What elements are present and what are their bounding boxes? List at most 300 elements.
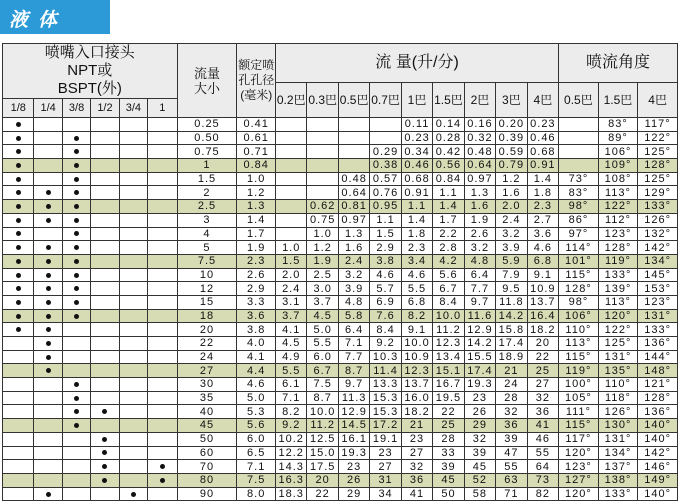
flow-rate-cell: 3.6: [527, 227, 559, 241]
availability-dot-icon: [74, 204, 79, 209]
spray-angle-cell: 120°: [559, 487, 599, 501]
orifice-cell: 1.4: [237, 213, 276, 227]
flow-rate-cell: 18.2: [527, 323, 559, 337]
orifice-cell: 6.0: [237, 432, 276, 446]
availability-dot-icon: [46, 368, 51, 373]
flow-size-cell: 60: [177, 446, 237, 460]
orifice-cell: 4.1: [237, 350, 276, 364]
availability-dot-icon: [46, 286, 51, 291]
flow-rate-cell: 3.1: [275, 295, 306, 309]
flow-rate-cell: [338, 131, 369, 145]
flow-rate-cell: 2.3: [527, 200, 559, 214]
inlet-size-cell: [34, 487, 62, 501]
flow-rate-cell: 64: [527, 460, 559, 474]
flow-rate-cell: 1.5: [370, 227, 401, 241]
spray-angle-cell: 153°: [638, 282, 678, 296]
inlet-size-cell: [119, 405, 147, 419]
spray-angle-cell: 120°: [598, 309, 638, 323]
flow-rate-cell: 9.7: [464, 295, 495, 309]
flow-size-cell: 45: [177, 419, 237, 433]
spray-angle-cell: 119°: [598, 254, 638, 268]
inlet-size-cell: [148, 186, 177, 200]
spray-angle-cell: 132°: [638, 227, 678, 241]
inlet-size-cell: [148, 227, 177, 241]
flow-rate-cell: 1.0: [307, 227, 338, 241]
availability-dot-icon: [74, 149, 79, 154]
availability-dot-icon: [46, 314, 51, 319]
inlet-size-cell: [119, 446, 147, 460]
availability-dot-icon: [16, 300, 21, 305]
flow-rate-cell: [338, 145, 369, 159]
table-row: [3, 432, 678, 446]
header-flow-pressure: 0.2巴: [275, 83, 306, 118]
inlet-size-cell: [62, 350, 90, 364]
flow-rate-cell: 15.0: [307, 446, 338, 460]
availability-dot-icon: [74, 423, 79, 428]
inlet-size-cell: [119, 337, 147, 351]
flow-rate-cell: 18.2: [401, 405, 432, 419]
flow-rate-cell: 12.2: [275, 446, 306, 460]
inlet-size-cell: [148, 268, 177, 282]
flow-rate-cell: 20: [527, 337, 559, 351]
flow-rate-cell: 28: [496, 391, 527, 405]
flow-rate-cell: 41: [527, 419, 559, 433]
flow-rate-cell: 1.4: [433, 200, 464, 214]
spray-angle-cell: [559, 159, 599, 173]
flow-rate-cell: 41: [401, 487, 432, 501]
flow-rate-cell: 10.0: [401, 337, 432, 351]
flow-rate-cell: 0.48: [464, 145, 495, 159]
section-title: 液体: [9, 9, 68, 31]
inlet-size-cell: [62, 172, 90, 186]
header-inlet-size: 1/2: [91, 99, 119, 118]
inlet-size-cell: [62, 131, 90, 145]
inlet-size-cell: [62, 419, 90, 433]
table-row: [3, 159, 678, 173]
inlet-size-cell: [62, 295, 90, 309]
flow-rate-cell: 10.9: [527, 282, 559, 296]
spray-angle-cell: 113°: [598, 186, 638, 200]
orifice-cell: 4.4: [237, 364, 276, 378]
table-row: [3, 323, 678, 337]
inlet-size-cell: [91, 323, 119, 337]
availability-dot-icon: [16, 218, 21, 223]
flow-rate-cell: 15.1: [433, 364, 464, 378]
flow-rate-cell: 19.3: [338, 446, 369, 460]
table-row: [3, 241, 678, 255]
availability-dot-icon: [16, 204, 21, 209]
flow-rate-cell: [275, 159, 306, 173]
inlet-size-cell: [34, 131, 62, 145]
flow-rate-cell: 0.23: [527, 118, 559, 132]
spray-angle-cell: 145°: [638, 268, 678, 282]
flow-rate-cell: 6.4: [464, 268, 495, 282]
flow-rate-cell: 21: [496, 364, 527, 378]
availability-dot-icon: [46, 218, 51, 223]
flow-rate-cell: [307, 118, 338, 132]
spray-angle-cell: 106°: [598, 145, 638, 159]
spray-angle-cell: 115°: [559, 268, 599, 282]
flow-rate-cell: 2.4: [496, 213, 527, 227]
spray-angle-cell: 148°: [638, 364, 678, 378]
orifice-cell: 3.6: [237, 309, 276, 323]
inlet-size-cell: [119, 473, 147, 487]
availability-dot-icon: [74, 259, 79, 264]
inlet-size-cell: [34, 405, 62, 419]
flow-rate-cell: [370, 131, 401, 145]
flow-rate-cell: 6.0: [307, 350, 338, 364]
flow-rate-cell: 22: [307, 487, 338, 501]
table-row: [3, 378, 678, 392]
flow-rate-cell: 10.0: [307, 405, 338, 419]
flow-rate-cell: 2.5: [307, 268, 338, 282]
availability-dot-icon: [16, 273, 21, 278]
orifice-cell: 2.6: [237, 268, 276, 282]
inlet-size-cell: [91, 487, 119, 501]
flow-rate-cell: 39: [464, 446, 495, 460]
flow-rate-cell: 6.1: [275, 378, 306, 392]
flow-size-cell: 30: [177, 378, 237, 392]
spray-angle-cell: 142°: [638, 241, 678, 255]
inlet-size-cell: [62, 159, 90, 173]
spray-angle-cell: [559, 118, 599, 132]
availability-dot-icon: [74, 231, 79, 236]
flow-rate-cell: 2.6: [464, 227, 495, 241]
inlet-size-cell: [3, 159, 34, 173]
flow-rate-cell: 25: [527, 364, 559, 378]
inlet-size-cell: [91, 213, 119, 227]
spray-angle-cell: 131°: [638, 309, 678, 323]
inlet-size-cell: [91, 337, 119, 351]
flow-rate-cell: 3.4: [401, 254, 432, 268]
section-title-bar: [0, 0, 110, 34]
inlet-size-cell: [3, 323, 34, 337]
flow-rate-cell: 58: [464, 487, 495, 501]
inlet-size-cell: [3, 391, 34, 405]
spray-angle-cell: 146°: [638, 460, 678, 474]
availability-dot-icon: [46, 273, 51, 278]
inlet-size-cell: [62, 432, 90, 446]
flow-rate-cell: 5.9: [496, 254, 527, 268]
flow-rate-cell: 3.7: [275, 309, 306, 323]
flow-size-cell: 24: [177, 350, 237, 364]
availability-dot-icon: [46, 300, 51, 305]
inlet-size-cell: [62, 186, 90, 200]
flow-rate-cell: 26: [338, 473, 369, 487]
flow-rate-cell: [307, 159, 338, 173]
flow-rate-cell: 14.2: [464, 337, 495, 351]
header-orifice-diameter: 额定喷孔孔径(毫米): [237, 44, 276, 118]
inlet-size-cell: [91, 350, 119, 364]
flow-rate-cell: 22: [433, 405, 464, 419]
orifice-cell: 5.0: [237, 391, 276, 405]
flow-rate-cell: 0.84: [433, 172, 464, 186]
orifice-cell: 3.3: [237, 295, 276, 309]
spray-angle-cell: 100°: [559, 378, 599, 392]
inlet-size-cell: [62, 268, 90, 282]
availability-dot-icon: [16, 259, 21, 264]
flow-rate-cell: 17.2: [370, 419, 401, 433]
flow-size-cell: 50: [177, 432, 237, 446]
inlet-size-cell: [119, 323, 147, 337]
flow-rate-cell: 32: [464, 432, 495, 446]
spray-angle-cell: 133°: [638, 323, 678, 337]
spray-angle-cell: 86°: [559, 213, 599, 227]
flow-rate-cell: 23: [338, 460, 369, 474]
flow-size-cell: 35: [177, 391, 237, 405]
inlet-size-cell: [34, 159, 62, 173]
spray-angle-cell: 83°: [559, 186, 599, 200]
orifice-cell: 3.8: [237, 323, 276, 337]
availability-dot-icon: [16, 327, 21, 332]
flow-rate-cell: 14.2: [496, 309, 527, 323]
inlet-size-cell: [3, 446, 34, 460]
inlet-size-cell: [34, 446, 62, 460]
flow-rate-cell: 5.6: [433, 268, 464, 282]
inlet-size-cell: [119, 391, 147, 405]
flow-rate-cell: 0.38: [370, 159, 401, 173]
spray-angle-cell: 118°: [598, 391, 638, 405]
flow-rate-cell: 2.8: [433, 241, 464, 255]
header-flow-pressure: 4巴: [527, 83, 559, 118]
flow-rate-cell: 3.2: [496, 227, 527, 241]
flow-rate-cell: 19.3: [464, 378, 495, 392]
flow-rate-cell: [275, 227, 306, 241]
spray-angle-cell: 98°: [559, 295, 599, 309]
flow-rate-cell: 1.9: [464, 213, 495, 227]
flow-size-cell: 3: [177, 213, 237, 227]
flow-rate-cell: 16.1: [338, 432, 369, 446]
flow-rate-cell: 0.68: [527, 145, 559, 159]
flow-rate-cell: 7.1: [338, 337, 369, 351]
flow-rate-cell: 28: [433, 432, 464, 446]
flow-rate-cell: 17.4: [496, 337, 527, 351]
spray-angle-cell: 140°: [638, 432, 678, 446]
availability-dot-icon: [74, 177, 79, 182]
availability-dot-icon: [16, 136, 21, 141]
flow-rate-cell: 4.5: [275, 337, 306, 351]
inlet-size-cell: [34, 473, 62, 487]
flow-rate-cell: 1.8: [527, 186, 559, 200]
spray-angle-cell: 126°: [638, 213, 678, 227]
spray-angle-cell: 125°: [598, 337, 638, 351]
availability-dot-icon: [74, 396, 79, 401]
flow-rate-cell: [275, 213, 306, 227]
orifice-cell: 5.6: [237, 419, 276, 433]
flow-rate-cell: 0.79: [496, 159, 527, 173]
spray-angle-cell: [559, 131, 599, 145]
flow-rate-cell: 5.5: [401, 282, 432, 296]
orifice-cell: 1.2: [237, 186, 276, 200]
flow-rate-cell: 22: [527, 350, 559, 364]
inlet-size-cell: [148, 241, 177, 255]
header-inlet-connection: 喷嘴入口接头NPT或BSPT(外): [3, 44, 178, 99]
inlet-size-cell: [148, 378, 177, 392]
flow-rate-cell: 11.8: [496, 295, 527, 309]
orifice-cell: 4.0: [237, 337, 276, 351]
inlet-size-cell: [62, 364, 90, 378]
table-row: [3, 446, 678, 460]
flow-rate-cell: 12.9: [338, 405, 369, 419]
availability-dot-icon: [46, 355, 51, 360]
inlet-size-cell: [3, 254, 34, 268]
flow-size-cell: 1: [177, 159, 237, 173]
table-row: [3, 460, 678, 474]
flow-rate-cell: 2.4: [275, 282, 306, 296]
flow-rate-cell: 5.5: [275, 364, 306, 378]
flow-size-cell: 22: [177, 337, 237, 351]
spray-angle-cell: 101°: [559, 254, 599, 268]
flow-rate-cell: 7.7: [338, 350, 369, 364]
flow-rate-cell: [307, 131, 338, 145]
inlet-size-cell: [91, 460, 119, 474]
availability-dot-icon: [46, 190, 51, 195]
inlet-size-cell: [119, 241, 147, 255]
availability-dot-icon: [102, 450, 107, 455]
flow-rate-cell: 0.59: [496, 145, 527, 159]
flow-rate-cell: 8.7: [338, 364, 369, 378]
inlet-size-cell: [34, 145, 62, 159]
inlet-size-cell: [91, 378, 119, 392]
flow-rate-cell: 4.5: [307, 309, 338, 323]
flow-rate-cell: 63: [496, 473, 527, 487]
inlet-size-cell: [3, 487, 34, 501]
inlet-size-cell: [34, 350, 62, 364]
orifice-cell: 0.71: [237, 145, 276, 159]
spray-angle-cell: 121°: [638, 378, 678, 392]
spray-angle-cell: [559, 145, 599, 159]
flow-rate-cell: 8.7: [307, 391, 338, 405]
inlet-size-cell: [62, 282, 90, 296]
flow-rate-cell: 23: [464, 391, 495, 405]
inlet-size-cell: [3, 200, 34, 214]
spray-angle-cell: 115°: [559, 419, 599, 433]
flow-size-cell: 18: [177, 309, 237, 323]
inlet-size-cell: [3, 282, 34, 296]
inlet-size-cell: [148, 131, 177, 145]
flow-rate-cell: 0.14: [433, 118, 464, 132]
flow-rate-cell: 55: [496, 460, 527, 474]
table-row: [3, 172, 678, 186]
header-flow-size: 流量大小: [177, 44, 237, 118]
inlet-size-cell: [119, 419, 147, 433]
flow-rate-cell: 1.3: [338, 227, 369, 241]
availability-dot-icon: [46, 245, 51, 250]
flow-rate-cell: 11.2: [433, 323, 464, 337]
inlet-size-cell: [119, 118, 147, 132]
flow-rate-cell: 2.0: [496, 200, 527, 214]
flow-rate-cell: 36: [401, 473, 432, 487]
inlet-size-cell: [119, 186, 147, 200]
flow-rate-cell: 1.6: [496, 186, 527, 200]
orifice-cell: 1.7: [237, 227, 276, 241]
availability-dot-icon: [74, 245, 79, 250]
flow-rate-cell: 0.76: [370, 186, 401, 200]
flow-rate-cell: 14.5: [338, 419, 369, 433]
spray-angle-cell: 133°: [598, 487, 638, 501]
table-row: [3, 227, 678, 241]
inlet-size-cell: [91, 200, 119, 214]
flow-rate-cell: 4.6: [401, 268, 432, 282]
flow-rate-cell: 1.1: [433, 186, 464, 200]
spray-angle-cell: 133°: [638, 200, 678, 214]
spray-angle-cell: 130°: [598, 419, 638, 433]
orifice-cell: 6.5: [237, 446, 276, 460]
flow-rate-cell: 20: [307, 473, 338, 487]
flow-rate-cell: 19.1: [370, 432, 401, 446]
header-inlet-size: 1/4: [34, 99, 62, 118]
flow-rate-cell: 15.3: [370, 405, 401, 419]
spray-angle-cell: 112°: [598, 213, 638, 227]
spray-angle-cell: 144°: [638, 350, 678, 364]
header-angle-pressure: 0.5巴: [559, 83, 599, 118]
header-flow-pressure: 0.5巴: [338, 83, 369, 118]
spray-angle-cell: 127°: [559, 473, 599, 487]
inlet-size-cell: [62, 337, 90, 351]
availability-dot-icon: [16, 286, 21, 291]
flow-rate-cell: 8.2: [401, 309, 432, 323]
inlet-size-cell: [119, 145, 147, 159]
flow-rate-cell: 7.7: [464, 282, 495, 296]
table-row: [3, 295, 678, 309]
orifice-cell: 0.84: [237, 159, 276, 173]
orifice-cell: 0.41: [237, 118, 276, 132]
availability-dot-icon: [16, 245, 21, 250]
flow-rate-cell: 17.4: [464, 364, 495, 378]
inlet-size-cell: [148, 405, 177, 419]
flow-rate-cell: 9.7: [338, 378, 369, 392]
inlet-size-cell: [62, 473, 90, 487]
flow-rate-cell: [275, 145, 306, 159]
flow-rate-cell: 0.28: [433, 131, 464, 145]
flow-rate-cell: 16.3: [275, 473, 306, 487]
inlet-size-cell: [119, 227, 147, 241]
flow-rate-cell: 12.9: [464, 323, 495, 337]
flow-rate-cell: 1.7: [433, 213, 464, 227]
flow-rate-cell: 9.2: [275, 419, 306, 433]
inlet-size-cell: [34, 200, 62, 214]
inlet-size-cell: [119, 268, 147, 282]
spray-angle-cell: 134°: [638, 254, 678, 268]
flow-rate-cell: 15.3: [370, 391, 401, 405]
header-flow-pressure: 2巴: [464, 83, 495, 118]
table-row: [3, 364, 678, 378]
orifice-cell: 8.0: [237, 487, 276, 501]
inlet-size-cell: [91, 391, 119, 405]
flow-rate-cell: 2.4: [338, 254, 369, 268]
flow-rate-cell: 0.23: [401, 131, 432, 145]
table-row: [3, 282, 678, 296]
table-row: [3, 419, 678, 433]
inlet-size-cell: [148, 337, 177, 351]
spray-angle-cell: 131°: [598, 432, 638, 446]
flow-rate-cell: 4.8: [464, 254, 495, 268]
inlet-size-cell: [91, 364, 119, 378]
flow-rate-cell: 4.6: [370, 268, 401, 282]
flow-rate-cell: 0.39: [496, 131, 527, 145]
inlet-size-cell: [91, 432, 119, 446]
flow-rate-cell: 5.5: [307, 337, 338, 351]
flow-rate-cell: 0.64: [464, 159, 495, 173]
inlet-size-cell: [148, 118, 177, 132]
spray-angle-cell: 136°: [638, 337, 678, 351]
flow-rate-cell: 23: [370, 446, 401, 460]
flow-rate-cell: 0.20: [496, 118, 527, 132]
flow-rate-cell: 16.4: [527, 309, 559, 323]
flow-rate-cell: 9.1: [401, 323, 432, 337]
flow-size-cell: 15: [177, 295, 237, 309]
inlet-size-cell: [91, 118, 119, 132]
